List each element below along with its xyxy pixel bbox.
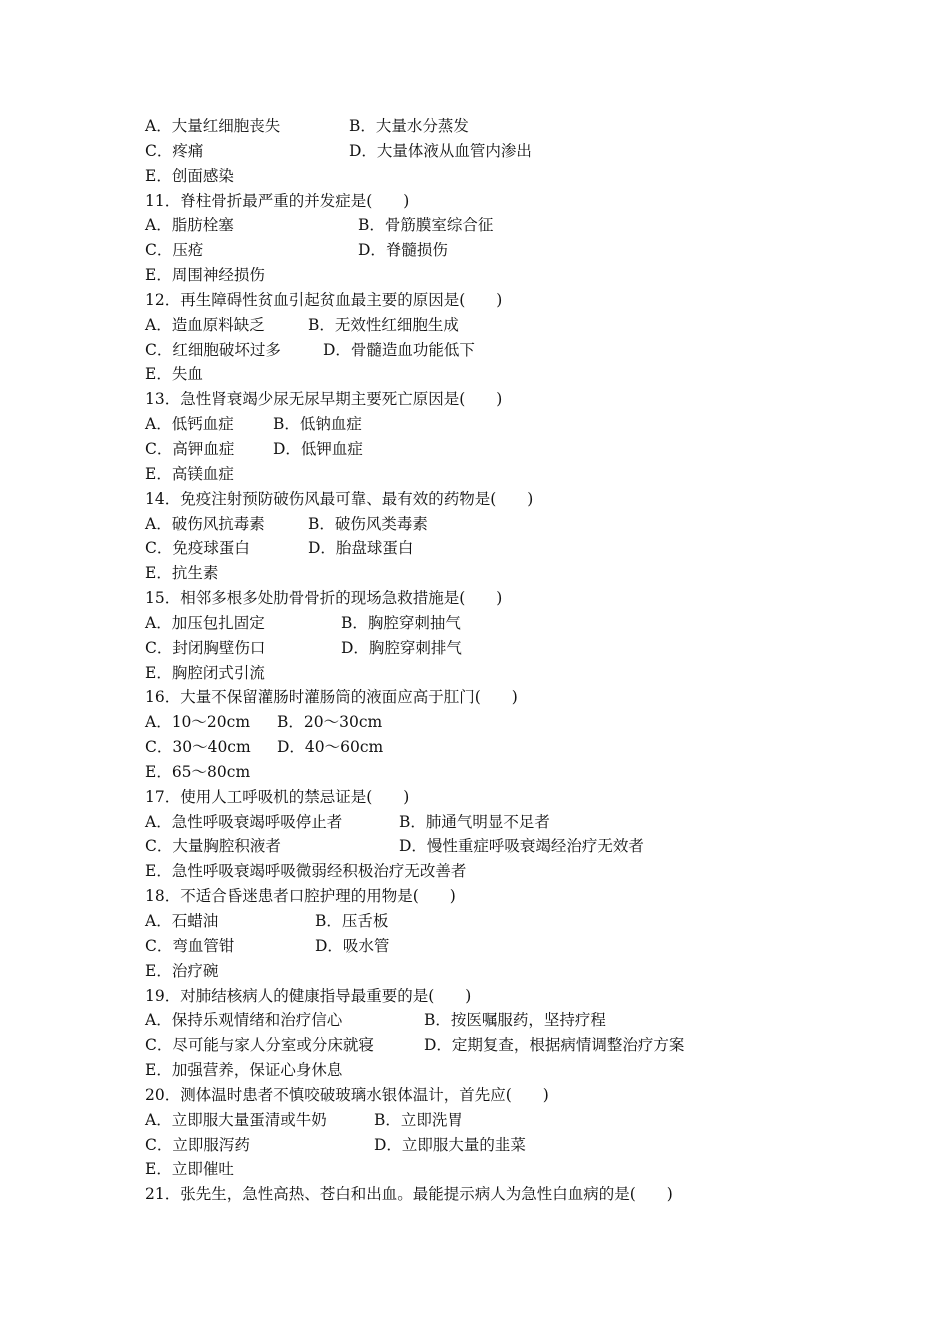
answer-option: C．弯血管钳 xyxy=(145,936,235,955)
answer-option: A．低钙血症 xyxy=(145,415,234,434)
answer-option: D．40～60cm xyxy=(277,738,384,757)
question-text: 13．急性肾衰竭少尿无尿早期主要死亡原因是( ) xyxy=(145,390,503,409)
answer-option: D．慢性重症呼吸衰竭经治疗无效者 xyxy=(399,837,644,856)
option-row xyxy=(145,512,885,537)
option-row xyxy=(145,735,885,760)
option-row xyxy=(145,959,885,984)
option-row xyxy=(145,213,885,238)
option-row xyxy=(145,437,885,462)
answer-option: B．破伤风类毒素 xyxy=(308,514,428,533)
answer-option: A．破伤风抗毒素 xyxy=(145,514,265,533)
answer-option: E．创面感染 xyxy=(145,166,234,185)
question-stem xyxy=(145,685,885,710)
option-row xyxy=(145,561,885,586)
option-row xyxy=(145,238,885,263)
answer-option: B．20～30cm xyxy=(277,713,383,732)
question-stem xyxy=(145,586,885,611)
question-stem xyxy=(145,1083,885,1108)
answer-option: E．高镁血症 xyxy=(145,464,234,483)
option-row xyxy=(145,1058,885,1083)
answer-option: A．大量红细胞丧失 xyxy=(145,117,281,135)
answer-option: B．大量水分蒸发 xyxy=(349,117,469,135)
answer-option: D．吸水管 xyxy=(315,936,390,955)
answer-option: C．尽可能与家人分室或分床就寝 xyxy=(145,1036,374,1055)
answer-option: C．疼痛 xyxy=(145,141,204,160)
option-row xyxy=(145,810,885,835)
answer-option: B．压舌板 xyxy=(315,912,389,930)
option-row xyxy=(145,1133,885,1158)
answer-option: D．骨髓造血功能低下 xyxy=(323,340,475,359)
question-stem xyxy=(145,487,885,512)
answer-option: D．胎盘球蛋白 xyxy=(308,539,414,558)
answer-option: E．抗生素 xyxy=(145,564,219,583)
answer-option: E．胸腔闭式引流 xyxy=(145,663,265,682)
answer-option: A．脂肪栓塞 xyxy=(145,216,234,235)
question-text: 16．大量不保留灌肠时灌肠筒的液面应高于肛门( ) xyxy=(145,688,518,707)
option-row xyxy=(145,1033,885,1058)
option-row xyxy=(145,934,885,959)
answer-option: C．红细胞破坏过多 xyxy=(145,340,281,359)
answer-option: B．无效性红细胞生成 xyxy=(308,315,459,334)
question-stem xyxy=(145,785,885,810)
option-row xyxy=(145,114,885,139)
question-stem xyxy=(145,1182,885,1207)
answer-option: B．肺通气明显不足者 xyxy=(399,812,550,831)
question-text: 12．再生障碍性贫血引起贫血最主要的原因是( ) xyxy=(145,290,503,309)
answer-option: A．急性呼吸衰竭呼吸停止者 xyxy=(145,812,343,831)
option-row xyxy=(145,760,885,785)
answer-option: C．大量胸腔积液者 xyxy=(145,837,281,856)
exam-question-list xyxy=(145,114,885,1207)
answer-option: E．加强营养，保证心身休息 xyxy=(145,1061,343,1080)
option-row xyxy=(145,661,885,686)
option-row xyxy=(145,462,885,487)
question-stem xyxy=(145,288,885,313)
option-row xyxy=(145,909,885,934)
option-row xyxy=(145,1008,885,1033)
answer-option: C．高钾血症 xyxy=(145,439,235,458)
option-row xyxy=(145,859,885,884)
option-row xyxy=(145,338,885,363)
answer-option: E．失血 xyxy=(145,365,203,384)
answer-option: C．立即服泻药 xyxy=(145,1135,250,1154)
question-text: 19．对肺结核病人的健康指导最重要的是( ) xyxy=(145,986,472,1005)
question-stem xyxy=(145,387,885,412)
answer-option: A．10～20cm xyxy=(145,713,251,732)
option-row xyxy=(145,636,885,661)
question-text: 15．相邻多根多处肋骨骨折的现场急救措施是( ) xyxy=(145,589,503,608)
option-row xyxy=(145,536,885,561)
option-row xyxy=(145,1157,885,1182)
answer-option: D．胸腔穿刺排气 xyxy=(341,638,462,657)
answer-option: B．低钠血症 xyxy=(273,415,362,434)
option-row xyxy=(145,362,885,387)
answer-option: B．立即洗胃 xyxy=(374,1110,463,1129)
option-row xyxy=(145,263,885,288)
answer-option: E．急性呼吸衰竭呼吸微弱经积极治疗无改善者 xyxy=(145,862,467,881)
option-row xyxy=(145,1108,885,1133)
answer-option: C．免疫球蛋白 xyxy=(145,539,250,558)
answer-option: D．立即服大量的韭菜 xyxy=(374,1135,526,1154)
answer-option: A．加压包扎固定 xyxy=(145,613,265,632)
answer-option: D．定期复查，根据病情调整治疗方案 xyxy=(424,1036,685,1055)
option-row xyxy=(145,313,885,338)
answer-option: D．大量体液从血管内渗出 xyxy=(349,141,532,160)
option-row xyxy=(145,611,885,636)
question-text: 11．脊柱骨折最严重的并发症是( ) xyxy=(145,191,410,210)
answer-option: B．骨筋膜室综合征 xyxy=(358,216,494,235)
question-stem xyxy=(145,984,885,1009)
question-text: 17．使用人工呼吸机的禁忌证是( ) xyxy=(145,787,410,806)
answer-option: A．立即服大量蛋清或牛奶 xyxy=(145,1110,327,1129)
answer-option: A．保持乐观情绪和治疗信心 xyxy=(145,1011,343,1030)
answer-option: E．65～80cm xyxy=(145,762,251,781)
option-row xyxy=(145,710,885,735)
option-row xyxy=(145,412,885,437)
question-text: 20．测体温时患者不慎咬破玻璃水银体温计，首先应( ) xyxy=(145,1085,549,1104)
answer-option: D．脊髓损伤 xyxy=(358,241,448,260)
answer-option: D．低钾血症 xyxy=(273,439,363,458)
option-row xyxy=(145,139,885,164)
answer-option: A．石蜡油 xyxy=(145,912,219,930)
answer-option: B．按医嘱服药，坚持疗程 xyxy=(424,1011,606,1030)
answer-option: E．周围神经损伤 xyxy=(145,266,265,285)
answer-option: B．胸腔穿刺抽气 xyxy=(341,613,461,632)
option-row xyxy=(145,164,885,189)
answer-option: C．封闭胸壁伤口 xyxy=(145,638,266,657)
answer-option: C．30～40cm xyxy=(145,738,251,757)
answer-option: E．治疗碗 xyxy=(145,961,219,980)
question-text: 18．不适合昏迷患者口腔护理的用物是( ) xyxy=(145,887,456,906)
question-stem xyxy=(145,884,885,909)
question-stem xyxy=(145,189,885,214)
question-text: 21．张先生，急性高热、苍白和出血。最能提示病人为急性白血病的是( ) xyxy=(145,1185,673,1204)
option-row xyxy=(145,834,885,859)
answer-option: C．压疮 xyxy=(145,241,204,260)
answer-option: E．立即催吐 xyxy=(145,1160,234,1179)
answer-option: A．造血原料缺乏 xyxy=(145,315,265,334)
question-text: 14．免疫注射预防破伤风最可靠、最有效的药物是( ) xyxy=(145,489,534,508)
